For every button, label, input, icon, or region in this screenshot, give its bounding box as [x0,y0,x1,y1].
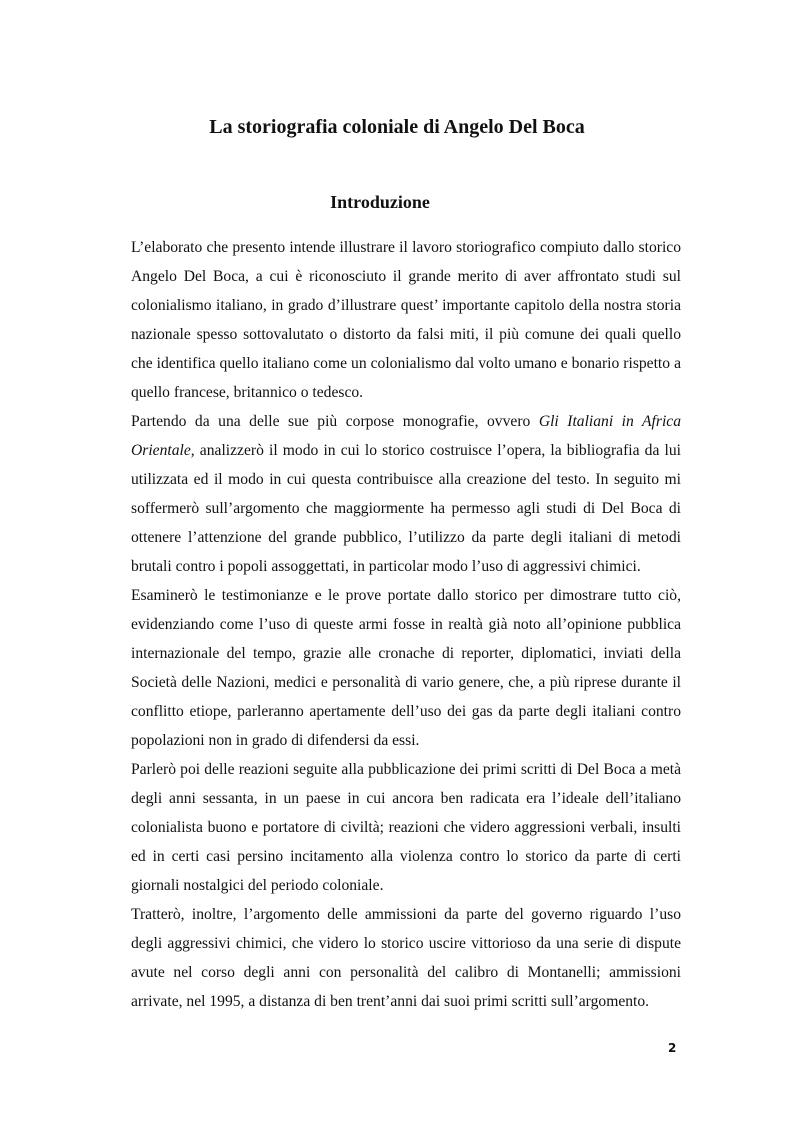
paragraph-2 [131,407,681,581]
body-text [131,233,681,1016]
book-title-italic: Gli Italiani in Africa Orientale, [131,413,681,459]
paragraph-2-text-before: Partendo da una delle sue più corpose monografie, ovvero [131,413,539,430]
paragraph-4: Parlerò poi delle reazioni seguite alla pubblicazione dei primi scritti di Del Boca a metà degli anni sessanta, in un paese in cui ancora ben radicata era l’ideale dell’italiano colonialista buono e portatore di civiltà; reazioni che videro aggressioni verbali, insulti ed in certi casi persino incitamento alla violenza contro lo storico da parte di certi giornali nostalgici del periodo coloniale. [131,761,681,894]
page-number: 2 [668,1041,677,1055]
paragraph-3: Esaminerò le testimonianze e le prove portate dallo storico per dimostrare tutto ciò, evidenziando come l’uso di queste armi fosse in realtà già noto all’opinione pubblica internazionale del tempo, grazie alle cronache di reporter, diplomatici, inviati della Società delle Nazioni, medici e personalità di vario genere, che, a più riprese durante il conflitto etiope, parleranno apertamente dell’uso dei gas da parte degli italiani contro popolazioni non in grado di difendersi da essi. [131,587,681,749]
paragraph-2-text-after: analizzerò il modo in cui lo storico costruisce l’opera, la bibliografia da lui utilizzata ed il modo in cui questa contribuisce alla creazione del testo. In seguito mi soffermerò sull’argomento che maggiormente ha permesso agli studi di Del Boca di ottenere l’attenzione del grande pubblico, l’utilizzo da parte degli italiani di metodi brutali contro i popoli assoggettati, in particolar modo l’uso di aggressivi chimici. [131,442,681,575]
section-heading: Introduzione [330,192,430,212]
paragraph-1: L’elaborato che presento intende illustrare il lavoro storiografico compiuto dallo storico Angelo Del Boca, a cui è riconosciuto il grande merito di aver affrontato studi sul colonialismo italiano, in grado d’illustrare quest’ importante capitolo della nostra storia nazionale spesso sottovalutato o distorto da falsi miti, il più comune dei quali quello che identifica quello italiano come un colonialismo dal volto umano e bonario rispetto a quello francese, britannico o tedesco. [131,239,681,401]
document-title: La storiografia coloniale di Angelo Del Boca [209,116,585,138]
paragraph-5: Tratterò, inoltre, l’argomento delle ammissioni da parte del governo riguardo l’uso degli aggressivi chimici, che videro lo storico uscire vittorioso da una serie di dispute avute nel corso degli anni con personalità del calibro di Montanelli; ammissioni arrivate, nel 1995, a distanza di ben trent’anni dai suoi primi scritti sull’argomento. [131,906,681,1010]
